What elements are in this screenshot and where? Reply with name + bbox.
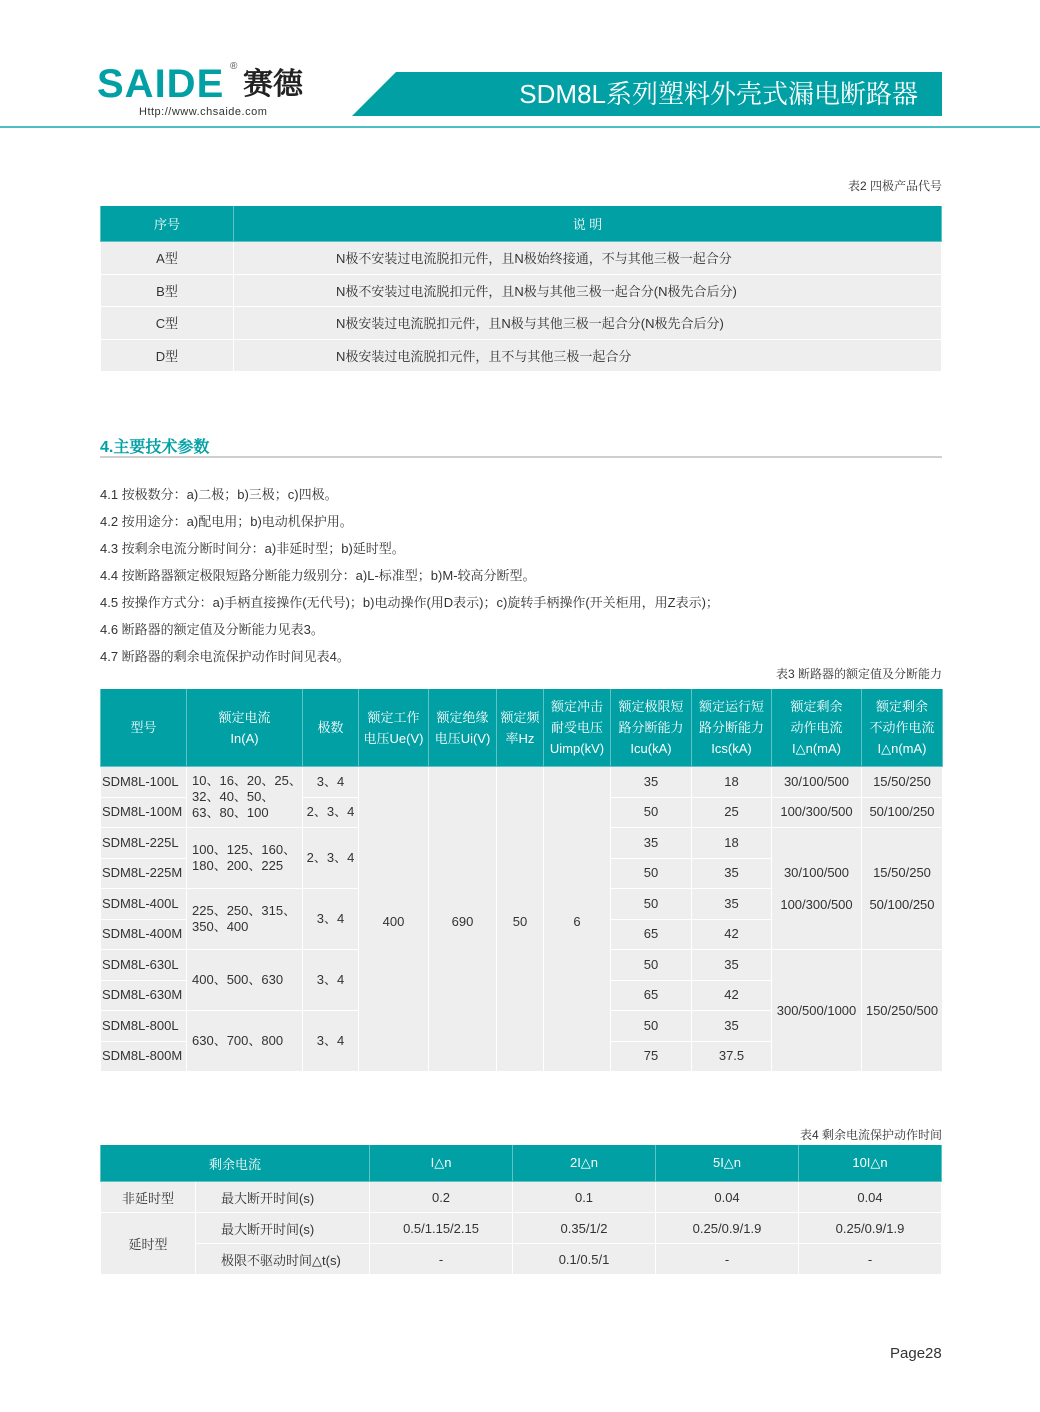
header-line: I△n(mA) xyxy=(792,741,841,756)
table-row xyxy=(101,1182,942,1213)
column-header-ue xyxy=(359,689,429,767)
section-title: 4.主要技术参数 xyxy=(100,439,210,456)
column-header: 序号 xyxy=(101,206,234,242)
rated-current-cell xyxy=(187,828,303,889)
frequency-cell: 50 xyxy=(497,767,544,1072)
column-header-operating-current xyxy=(772,689,862,767)
operating-current-cell: 300/500/1000 xyxy=(772,950,862,1072)
registered-mark: ® xyxy=(230,61,238,72)
model-cell: SDM8L-225L xyxy=(101,828,187,859)
poles-cell: 3、4 xyxy=(303,767,359,798)
header-line: In(A) xyxy=(230,730,259,746)
current-line: 180、200、225 xyxy=(192,858,284,873)
icu-cell: 50 xyxy=(611,950,692,981)
logo-chinese: 赛德 xyxy=(243,68,303,101)
type-description: N极不安装过电流脱扣元件，且N极始终接通，不与其他三极一起合分 xyxy=(234,242,942,275)
poles-cell: 3、4 xyxy=(303,1011,359,1072)
value-cell: - xyxy=(370,1244,513,1275)
header-line: 额定冲击 xyxy=(550,699,603,714)
spec-item: 4.5 按操作方式分：a)手柄直接操作(无代号)；b)电动操作(用D表示)；c)旋转手柄操作(开关柜用，用Z表示)； xyxy=(100,595,719,610)
icu-cell: 75 xyxy=(611,1041,692,1072)
page-number: Page28 xyxy=(890,1345,942,1362)
non-operating-current-cell xyxy=(862,828,943,950)
value-cell: 0.1 xyxy=(513,1182,656,1213)
column-header-ui xyxy=(429,689,497,767)
header-line: 电压Ui(V) xyxy=(434,730,491,746)
ics-cell: 42 xyxy=(692,980,772,1011)
table-row xyxy=(101,307,942,340)
model-cell: SDM8L-400M xyxy=(101,919,187,950)
logo-text: SAIDE xyxy=(97,62,225,106)
value-cell: 0.25/0.9/1.9 xyxy=(799,1213,942,1244)
spec-item: 4.3 按剩余电流分断时间分：a)非延时型；b)延时型。 xyxy=(100,541,405,556)
model-cell: SDM8L-800L xyxy=(101,1011,187,1042)
value-cell: 0.25/0.9/1.9 xyxy=(656,1213,799,1244)
icu-cell: 65 xyxy=(611,919,692,950)
type-code: D型 xyxy=(101,339,234,372)
column-header: 说 明 xyxy=(234,206,942,242)
header-line: 额定极限短 xyxy=(618,699,684,714)
current-line: 350、400 xyxy=(192,919,249,934)
icu-cell: 50 xyxy=(611,797,692,828)
ics-cell: 35 xyxy=(692,1011,772,1042)
non-operating-current-cell: 150/250/500 xyxy=(862,950,943,1072)
type-cell: 非延时型 xyxy=(101,1182,196,1213)
column-header: I△n xyxy=(370,1145,513,1182)
ics-cell: 35 xyxy=(692,950,772,981)
header-line: Icu(kA) xyxy=(630,741,672,756)
type-code: A型 xyxy=(101,242,234,275)
table-row xyxy=(101,339,942,372)
rating-table xyxy=(100,689,943,1072)
header-line: 耐受电压 xyxy=(550,720,603,735)
rated-current-cell: 630、700、800 xyxy=(187,1011,303,1072)
header-line: 额定剩余 xyxy=(875,699,928,714)
value-cell: 0.1/0.5/1 xyxy=(513,1244,656,1275)
header-line: 动作电流 xyxy=(790,720,843,735)
operating-line: 100/300/500 xyxy=(780,896,853,912)
value-cell: 0.35/1/2 xyxy=(513,1213,656,1244)
model-cell: SDM8L-100L xyxy=(101,767,187,798)
model-cell: SDM8L-630M xyxy=(101,980,187,1011)
four-pole-code-table xyxy=(100,206,942,372)
document-title: SDM8L系列塑料外壳式漏电断路器 xyxy=(519,79,918,109)
ics-cell: 42 xyxy=(692,919,772,950)
icu-cell: 35 xyxy=(611,828,692,859)
column-header-icu xyxy=(611,689,692,767)
header-line: 率Hz xyxy=(505,730,535,746)
value-cell: 0.04 xyxy=(656,1182,799,1213)
type-code: B型 xyxy=(101,274,234,307)
non-operating-current-cell: 15/50/250 xyxy=(862,767,943,798)
poles-cell: 2、3、4 xyxy=(303,828,359,889)
value-cell: 0.2 xyxy=(370,1182,513,1213)
ui-cell: 690 xyxy=(429,767,497,1072)
icu-cell: 65 xyxy=(611,980,692,1011)
header-line: 路分断能力 xyxy=(698,720,764,735)
spec-item: 4.7 断路器的剩余电流保护动作时间见表4。 xyxy=(100,649,350,664)
ics-cell: 18 xyxy=(692,828,772,859)
column-header: 10I△n xyxy=(799,1145,942,1182)
icu-cell: 50 xyxy=(611,1011,692,1042)
value-cell: 0.5/1.15/2.15 xyxy=(370,1213,513,1244)
column-header-current xyxy=(187,689,303,767)
non-operating-line: 15/50/250 xyxy=(873,864,931,880)
ics-cell: 35 xyxy=(692,858,772,889)
model-cell: SDM8L-225M xyxy=(101,858,187,889)
row-label: 最大断开时间(s) xyxy=(196,1213,370,1244)
header-line: Ics(kA) xyxy=(711,741,752,756)
ue-cell: 400 xyxy=(359,767,429,1072)
current-line: 100、125、160、 xyxy=(192,842,297,857)
website-url: Http://www.chsaide.com xyxy=(139,106,268,118)
type-description: N极安装过电流脱扣元件，且不与其他三极一起合分 xyxy=(234,339,942,372)
spec-item: 4.1 按极数分：a)二极；b)三极；c)四极。 xyxy=(100,487,338,502)
table2-caption: 表2 四极产品代号 xyxy=(847,179,942,193)
column-header-poles xyxy=(303,689,359,767)
poles-cell: 3、4 xyxy=(303,950,359,1011)
row-label: 最大断开时间(s) xyxy=(196,1182,370,1213)
model-cell: SDM8L-100M xyxy=(101,797,187,828)
ics-cell: 37.5 xyxy=(692,1041,772,1072)
residual-current-time-table xyxy=(100,1145,942,1275)
table-row xyxy=(101,1213,942,1244)
type-description: N极安装过电流脱扣元件，且N极与其他三极一起合分(N极先合后分) xyxy=(234,307,942,340)
value-cell: - xyxy=(799,1244,942,1275)
row-label: 极限不驱动时间△t(s) xyxy=(196,1244,370,1275)
rated-current-cell: 400、500、630 xyxy=(187,950,303,1011)
column-header-ics xyxy=(692,689,772,767)
rated-current-cell xyxy=(187,767,303,828)
header-line: 额定电流 xyxy=(218,709,271,725)
current-line: 225、250、315、 xyxy=(192,903,297,918)
value-cell: - xyxy=(656,1244,799,1275)
model-cell: SDM8L-400L xyxy=(101,889,187,920)
non-operating-line: 50/100/250 xyxy=(869,896,935,912)
spec-item: 4.6 断路器的额定值及分断能力见表3。 xyxy=(100,622,324,637)
value-cell: 0.04 xyxy=(799,1182,942,1213)
current-line: 63、80、100 xyxy=(192,805,269,820)
column-header: 5I△n xyxy=(656,1145,799,1182)
model-cell: SDM8L-800M xyxy=(101,1041,187,1072)
header-line: 型号 xyxy=(130,720,157,735)
section-divider xyxy=(100,456,942,458)
table-row xyxy=(101,274,942,307)
type-cell: 延时型 xyxy=(101,1213,196,1275)
spec-item: 4.4 按断路器额定极限短路分断能力级别分：a)L-标准型；b)M-较高分断型。 xyxy=(100,568,536,583)
header-line: 额定运行短 xyxy=(698,699,764,714)
column-header: 剩余电流 xyxy=(101,1145,370,1182)
column-header-model xyxy=(101,689,187,767)
table4-caption: 表4 剩余电流保护动作时间 xyxy=(799,1128,942,1142)
operating-current-cell xyxy=(772,828,862,950)
non-operating-current-cell: 50/100/250 xyxy=(862,797,943,828)
type-code: C型 xyxy=(101,307,234,340)
column-header-uimp xyxy=(544,689,611,767)
header-line: 不动作电流 xyxy=(869,720,935,735)
ics-cell: 35 xyxy=(692,889,772,920)
header-line: 额定工作 xyxy=(367,709,420,725)
uimp-cell: 6 xyxy=(544,767,611,1072)
poles-cell: 2、3、4 xyxy=(303,797,359,828)
icu-cell: 50 xyxy=(611,858,692,889)
ics-cell: 18 xyxy=(692,767,772,798)
header-divider xyxy=(0,126,1040,128)
header-line: Uimp(kV) xyxy=(549,741,605,756)
rated-current-cell xyxy=(187,889,303,950)
table-row xyxy=(101,242,942,275)
header-line: 额定绝缘 xyxy=(436,709,489,725)
ics-cell: 25 xyxy=(692,797,772,828)
current-line: 10、16、20、25、 xyxy=(192,773,302,788)
operating-line: 30/100/500 xyxy=(783,864,850,880)
header-line: 额定频 xyxy=(500,709,540,725)
poles-cell: 3、4 xyxy=(303,889,359,950)
header-line: 电压Ue(V) xyxy=(363,730,424,746)
spec-item: 4.2 按用途分：a)配电用；b)电动机保护用。 xyxy=(100,514,353,529)
table-row xyxy=(101,1244,942,1275)
operating-current-cell: 30/100/500 xyxy=(772,767,862,798)
column-header: 2I△n xyxy=(513,1145,656,1182)
column-header-frequency xyxy=(497,689,544,767)
current-line: 32、40、50、 xyxy=(192,789,275,804)
type-description: N极不安装过电流脱扣元件，且N极与其他三极一起合分(N极先合后分) xyxy=(234,274,942,307)
model-cell: SDM8L-630L xyxy=(101,950,187,981)
table3-caption: 表3 断路器的额定值及分断能力 xyxy=(775,667,942,681)
icu-cell: 50 xyxy=(611,889,692,920)
header-line: 极数 xyxy=(317,720,344,735)
icu-cell: 35 xyxy=(611,767,692,798)
header-line: 额定剩余 xyxy=(790,699,843,714)
header-line: 路分断能力 xyxy=(618,720,684,735)
column-header-non-operating-current xyxy=(862,689,943,767)
table-row xyxy=(101,767,943,798)
header-line: I△n(mA) xyxy=(877,741,927,756)
title-band xyxy=(352,72,942,116)
operating-current-cell: 100/300/500 xyxy=(772,797,862,828)
